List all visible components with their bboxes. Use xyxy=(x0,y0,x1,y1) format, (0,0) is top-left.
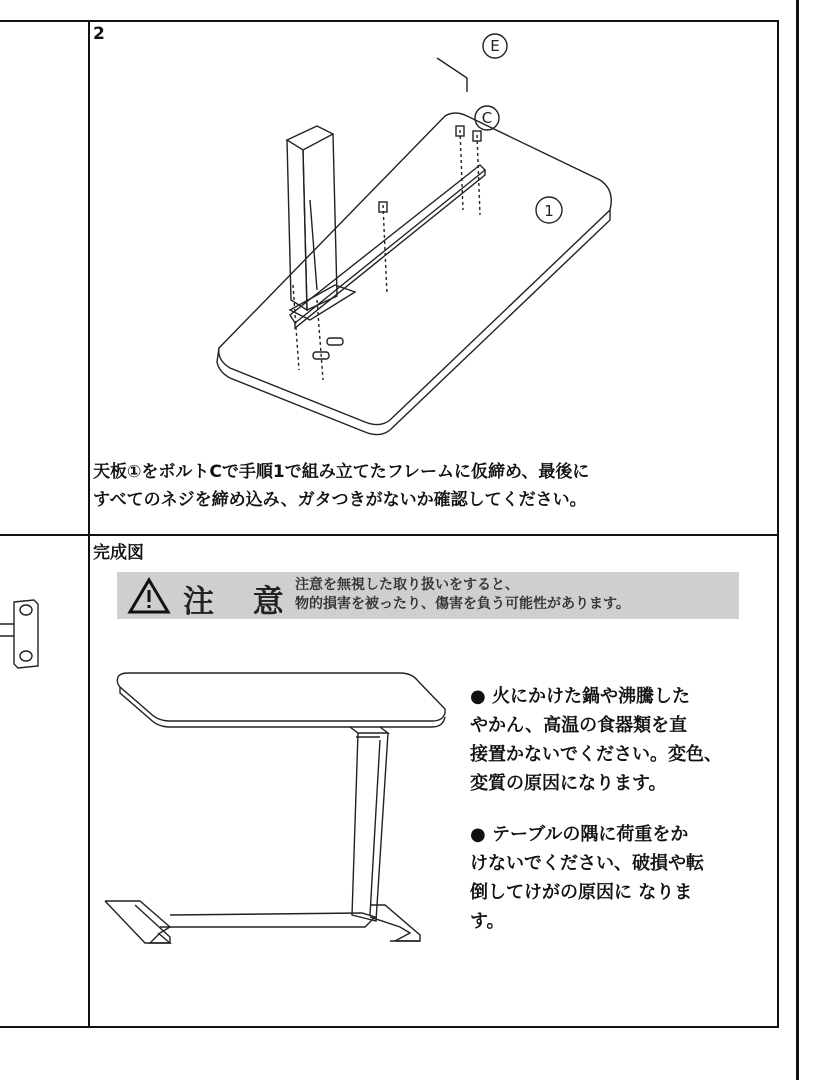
note-line: やかん、高温の食器類を直 xyxy=(470,715,688,736)
caution-text xyxy=(295,576,630,614)
caption-line: 天板①をボルトCで手順1で組み立てたフレームに仮締め、最後に xyxy=(93,462,590,482)
step-number: 2 xyxy=(93,24,105,44)
step2-assembly-illustration xyxy=(205,30,625,450)
completion-title: 完成図 xyxy=(93,543,144,563)
right-border xyxy=(777,20,779,1028)
caution-banner xyxy=(117,572,739,619)
caption-line: すべてのネジを締め込み、ガタつきがないか確認してください。 xyxy=(93,490,587,510)
note-line: 倒してけがの原因に なりま xyxy=(470,882,693,903)
top-border xyxy=(0,20,779,22)
warning-note-hot-items xyxy=(470,682,722,798)
caution-title: 注 意 xyxy=(183,584,298,620)
note-line: けないでください、破損や転 xyxy=(470,853,704,874)
page-edge-line xyxy=(796,0,799,1080)
note-line: 変質の原因になります。 xyxy=(470,773,667,794)
tabletop-label-1: 1 xyxy=(544,202,554,220)
warning-note-corner-load xyxy=(470,820,704,936)
column-divider xyxy=(88,20,90,1028)
note-line: す。 xyxy=(470,911,505,932)
middle-border xyxy=(0,534,779,536)
bolt-label-C: C xyxy=(481,109,493,127)
wrench-label-E: E xyxy=(490,37,500,55)
bottom-border xyxy=(0,1026,779,1028)
caution-line: 注意を無視した取り扱いをすると、 xyxy=(295,577,519,593)
caution-line: 物的損害を被ったり、傷害を負う可能性があります。 xyxy=(295,596,630,612)
bracket-fragment-illustration xyxy=(0,596,80,676)
note-line: ● 火にかけた鍋や沸騰した xyxy=(470,686,690,707)
note-line: 接置かないでください。変色、 xyxy=(470,744,722,765)
warning-triangle-icon xyxy=(127,577,171,615)
step2-instructions xyxy=(93,458,783,514)
note-line: ● テーブルの隅に荷重をか xyxy=(470,824,689,845)
completed-table-illustration xyxy=(100,665,460,965)
